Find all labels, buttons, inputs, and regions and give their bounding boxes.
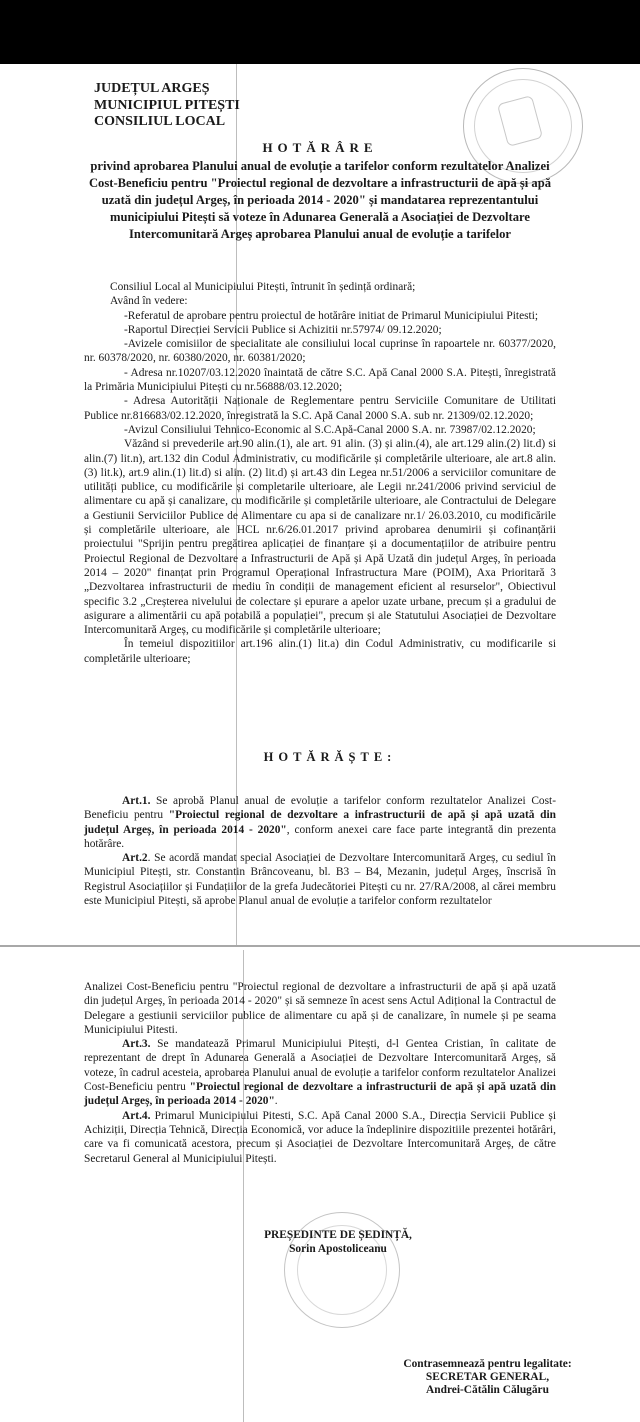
secretary-signature-block bbox=[395, 1358, 580, 1397]
preamble-paragraph: În temeiul dispozitiilor art.196 alin.(1) lit.a) din Codul Administrativ, cu modificarile si completările ulterioare; bbox=[84, 638, 556, 665]
article-text: . bbox=[274, 1095, 278, 1108]
preamble-paragraph: Consiliul Local al Municipiului Pitești, întrunit în ședință ordinară; bbox=[110, 281, 416, 293]
president-title: PREȘEDINTE DE ȘEDINȚĂ, bbox=[264, 1229, 412, 1241]
preamble-paragraph: - Adresa Autorității Naționale de Reglementare pentru Serviciile Comunitare de Utilitati Publice nr.816683/02.12.2020, înregistrată la S.C. Apă Canal 2000 S.A. sub nr. 21309/02.12.2020; bbox=[84, 395, 556, 422]
article-text: . Se acordă mandat special Asociației de Dezvoltare Intercomunitară Argeș, cu sediul în Municipiul Pitești, str. Constantin Brâncoveanu, bl. B3 – B4, Mezanin, județul Argeș, înscrisă în Registrul Asociațiilor și Fundațiilor de la grefa Judecătoriei Pitești cu nr. 27/RA/2008, al cărei membru este Municipiul Pitești, să aprobe Planul anual de evoluție a tarifelor conform rezultatelor bbox=[84, 852, 556, 908]
preamble-paragraph: Văzând si prevederile art.90 alin.(1), ale art. 91 alin. (3) și alin.(4), ale art.129 alin.(2) lit.d) si alin.(7) lit.n), art.132 din Codul Administrativ, cu modificările și completările ulterioare, ale art.8 alin.(3) lit.k), art.9 alin.(1) lit.d) si alin. (2) lit.d) și art.43 din Legea nr.51/2006 a serviciilor comunitare de utilități publice, cu modificările și completarile ulterioare, ale Legii nr.241/2006 privind serviciul de alimentare cu apă și canalizare, cu modificările și completările ulterioare, ale Contractului de Delegare a Gestiunii Serviciilor Publice de Alimentare cu apa si de canalizare nr.1/ 26.03.2010, cu modificările și completările ulterioare, ale HCL nr.6/26.01.2017 privind aprobarea denumirii și cofinanțării proiectului "Sprijin pentru pregătirea aplicației de finanțare și a documentațiilor de atribuire pentru Proiectul Regional de Dezvoltare a Infrastructurii de Apă și Apă Uzată din județul Argeș, în perioada 2014 – 2020" finanțat prin Programul Operațional Infrastructura Mare (POIM), Axa Prioritară 3 „Dezvoltarea infrastructurii de mediu în condiții de management eficient al resurselor", Obiectivul specific 3.2 „Creșterea nivelului de colectare și epurare a apelor uzate urbane, precum și a gradului de asigurare a alimentării cu apă potabilă a populației", precum și ale Statutului Asociației de Dezvoltare Intercomunitară Argeș, cu modificările și completările ulterioare; bbox=[84, 438, 556, 637]
header-municipality: MUNICIPIUL PITEȘTI bbox=[94, 97, 240, 113]
article-text: , conform anexei care face parte integrantă din prezenta hotărâre. bbox=[84, 823, 557, 850]
preamble-paragraph: -Raportul Direcției Servicii Publice si Achizitii nr.57974/ 09.12.2020; bbox=[124, 323, 442, 336]
article-2-continued: Analizei Cost-Beneficiu pentru "Proiectul regional de dezvoltare a infrastructurii de apă și apă uzată din județul Argeș, în perioada 2014 - 2020" și să semneze în acest sens Actul Adițional la Contractul de Delegare a gestiunii serviciilor publice de alimentare cu apă și de canalizare, în numele și pe seama Municipiului Pitesti. bbox=[84, 981, 556, 1036]
preamble bbox=[84, 280, 556, 666]
issuer-header bbox=[94, 81, 240, 131]
countersign-label: Contrasemnează pentru legalitate: bbox=[403, 1358, 572, 1370]
preamble-paragraph: -Avizul Consiliului Tehnico-Economic al S.C.Apă-Canal 2000 S.A. nr. 73987/02.12.2020; bbox=[124, 423, 536, 436]
president-name: Sorin Apostoliceanu bbox=[289, 1243, 387, 1255]
article-text: Se mandatează Primarul Municipiului Pitești, d-l Gentea Cristian, în calitate de reprezentant de drept în Adunarea Generală a Asociației de Dezvoltare Intercomunitară Argeș, să voteze, în cadrul acesteia, aprobarea Planului anual de evoluție a tarifelor conform rezultatelor Analizei Cost-Beneficiu pentru bbox=[84, 1038, 556, 1094]
article-project-title: "Proiectul regional de dezvoltare a infrastructurii de apă și apă uzată din județul Argeș, în perioada 2014 - 2020" bbox=[84, 809, 556, 836]
document-title: HOTĂRÂRE bbox=[262, 140, 378, 155]
preamble-paragraph: -Referatul de aprobare pentru proiectul de hotărâre initiat de Primarul Municipiului Pitesti; bbox=[124, 309, 539, 322]
secretary-title: SECRETAR GENERAL, bbox=[425, 1371, 550, 1383]
secretary-name: Andrei-Cătălin Călugăru bbox=[426, 1384, 549, 1396]
article-1 bbox=[84, 794, 556, 851]
article-label: Art.3. bbox=[122, 1038, 151, 1051]
article-text: Primarul Municipiului Pitesti, S.C. Apă Canal 2000 S.A., Direcția Servicii Publice și Achiziții, Direcția Tehnică, Direcția Economică, vor aduce la îndeplinire dispozitiile prezentei hotărâri, care va fi comunicată acestora, precum și Asociației de Dezvoltare Intercomunitară Argeș, de către Secretarul General al Municipiului Pitești. bbox=[84, 1109, 556, 1165]
decision-heading: HOTĂRĂȘTE: bbox=[263, 750, 397, 764]
page-break-divider bbox=[0, 945, 640, 947]
article-4 bbox=[84, 1109, 556, 1166]
document-subtitle: privind aprobarea Planului anual de evoluție a tarifelor conform rezultatelor Analizei Cost-Beneficiu pentru "Proiectul regional de dezvoltare a infrastructurii de apă și apă uzată din județul Argeș, în perioada 2014 - 2020" și mandatarea reprezentantului municipiului Pitești să voteze în Adunarea Generală a Asociației de Dezvoltare Intercomunitară Argeș aprobarea Planului anual de evoluție a tarifelor bbox=[88, 159, 552, 241]
articles-page1 bbox=[84, 794, 556, 908]
preamble-paragraph: -Avizele comisiilor de specialitate ale consiliului local cuprinse în rapoartele nr. 60377/2020, nr. 60378/2020, nr. 60380/2020, nr. 60381/2020; bbox=[84, 338, 556, 365]
preamble-paragraph: Având în vedere: bbox=[110, 295, 188, 308]
president-signature-block bbox=[258, 1228, 418, 1256]
articles-page2 bbox=[84, 980, 556, 1166]
header-council: CONSILIUL LOCAL bbox=[94, 114, 226, 129]
article-text: Se aprobă Planul anual de evoluție a tarifelor conform rezultatelor Analizei Cost-Beneficiu pentru bbox=[84, 795, 556, 822]
article-label: Art.2 bbox=[122, 852, 148, 865]
article-label: Art.4. bbox=[122, 1109, 151, 1122]
header-county: JUDEȚUL ARGEȘ bbox=[94, 81, 210, 96]
article-3 bbox=[84, 1037, 556, 1108]
article-project-title: "Proiectul regional de dezvoltare a infrastructurii de apă și apă uzată din județul Argeș, în perioada 2014 - 2020" bbox=[84, 1081, 556, 1108]
article-2 bbox=[84, 851, 556, 908]
preamble-paragraph: - Adresa nr.10207/03.12.2020 înaintată de către S.C. Apă Canal 2000 S.A. Pitești, înregistrată la Primăria Municipiului Pitești cu nr.56888/03.12.2020; bbox=[84, 366, 556, 394]
top-black-bar bbox=[0, 0, 640, 64]
article-label: Art.1. bbox=[122, 795, 151, 807]
